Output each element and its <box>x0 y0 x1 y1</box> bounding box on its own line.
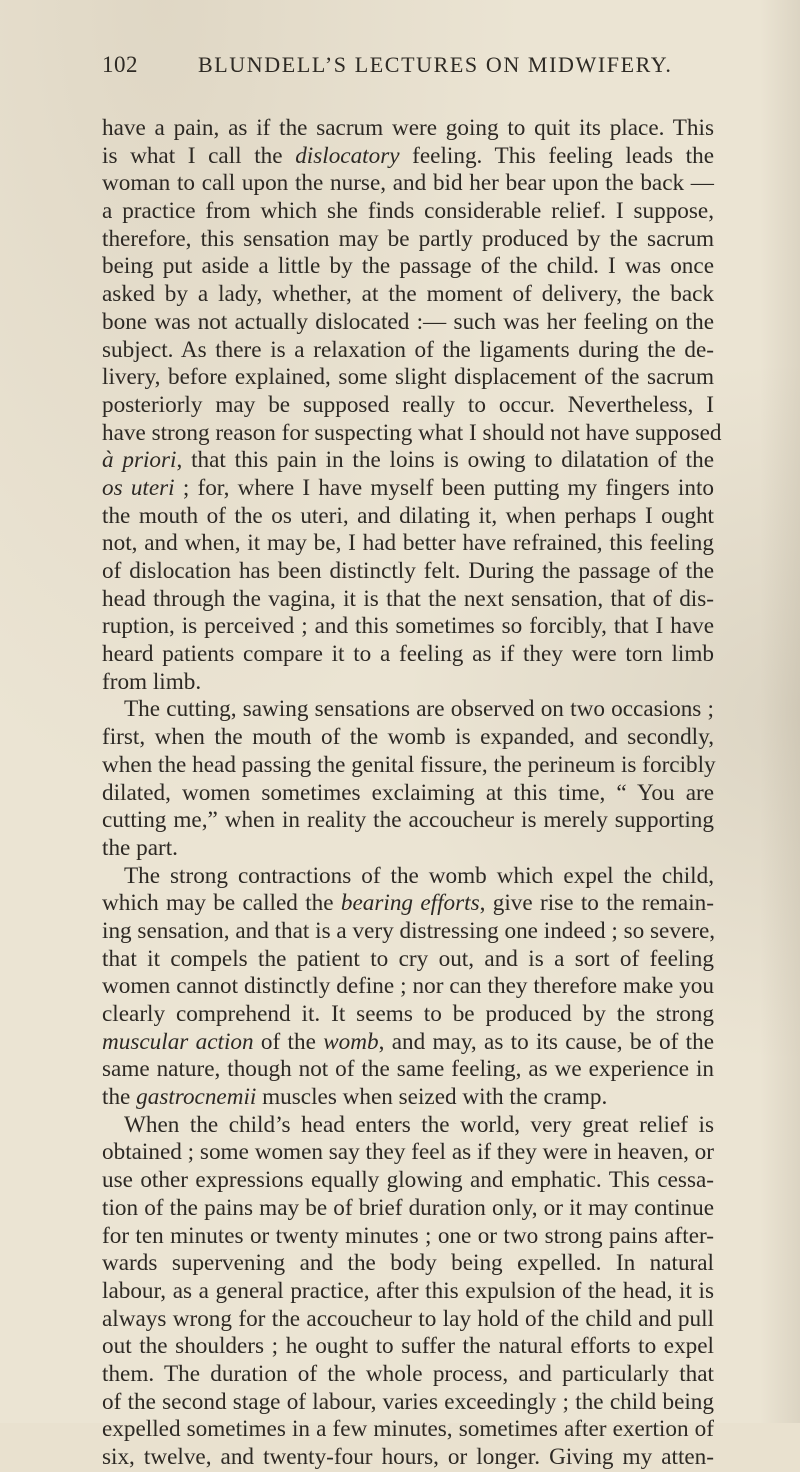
text-line: dilated, women sometimes exclaiming at this time, “ You are <box>102 779 714 806</box>
text-line: six, twelve, and twenty-four hours, or longer. Giving my atten- <box>102 1444 714 1470</box>
page-edge-shadow <box>760 0 800 1423</box>
text-line: posteriorly may be supposed really to occur. Nevertheless, I <box>102 391 714 418</box>
text-line: therefore, this sensation may be partly produced by the sacrum <box>102 225 714 252</box>
text-line: not, and when, it may be, I had better have refrained, this feeling <box>102 530 714 557</box>
text-line: When the child’s head enters the world, very great relief is <box>124 1111 714 1138</box>
text-line: wards supervening and the body being expelled. In natural <box>102 1250 714 1277</box>
text-line: the mouth of the os uteri, and dilating it, when perhaps I ought <box>102 502 714 529</box>
text-line: use other expressions equally glowing and emphatic. This cessa- <box>102 1167 714 1194</box>
text-line: have a pain, as if the sacrum were going to quit its place. This <box>102 115 714 141</box>
text-line: a practice from which she finds considerable relief. I suppose, <box>102 198 714 225</box>
text-line: à priori, that this pain in the loins is owing to dilatation of the <box>102 447 714 474</box>
text-line: of dislocation has been distinctly felt. During the passage of the <box>102 558 714 584</box>
text-line: labour, as a general practice, after this expulsion of the head, it is <box>102 1277 714 1304</box>
text-line: them. The duration of the whole process, and particularly that <box>102 1360 714 1387</box>
text-line: from limb. <box>102 668 202 695</box>
text-line: first, when the mouth of the womb is expanded, and secondly, <box>102 724 714 751</box>
text-line: same nature, though not of the same feeling, as we experience in <box>102 1056 714 1083</box>
page-header <box>102 52 742 86</box>
text-line: of the second stage of labour, varies exceedingly ; the child being <box>102 1388 714 1415</box>
text-line: clearly comprehend it. It seems to be produced by the strong <box>102 1001 714 1027</box>
text-line: cutting me,” when in reality the accoucheur is merely supporting <box>102 807 714 834</box>
text-line: The cutting, sawing sensations are observed on two occasions ; <box>124 696 714 723</box>
text-line: os uteri ; for, where I have myself been putting my fingers into <box>102 474 715 501</box>
text-line: when the head passing the genital fissure, the perineum is forcibly <box>102 751 716 778</box>
page-number: 102 <box>102 52 138 77</box>
text-line: being put aside a little by the passage of the child. I was once <box>102 253 714 280</box>
text-line: ing sensation, and that is a very distressing one indeed ; so severe, <box>102 917 716 944</box>
text-line: which may be called the bearing efforts, give rise to the remain- <box>102 890 714 917</box>
text-line: out the shoulders ; he ought to suffer the natural efforts to expel <box>102 1333 714 1360</box>
text-line: woman to call upon the nurse, and bid her bear upon the back — <box>102 170 714 197</box>
text-line: bone was not actually dislocated :— such was her feeling on the <box>102 308 714 335</box>
text-line: that it compels the patient to cry out, and is a sort of feeling <box>102 945 714 972</box>
text-line: the part. <box>102 834 178 861</box>
text-line: have strong reason for suspecting what I should not have supposed <box>102 419 722 446</box>
text-line: asked by a lady, whether, at the moment of delivery, the back <box>102 281 714 308</box>
text-line: expelled sometimes in a few minutes, sometimes after exertion of <box>102 1416 714 1443</box>
text-line: obtained ; some women say they feel as if they were in heaven, or <box>102 1139 714 1166</box>
text-line: always wrong for the accoucheur to lay hold of the child and pull <box>102 1305 714 1332</box>
text-line: women cannot distinctly define ; nor can they therefore make you <box>102 973 714 1000</box>
text-line: the gastrocnemii muscles when seized with the cramp. <box>102 1084 608 1111</box>
text-line: is what I call the dislocatory feeling. This feeling leads the <box>102 142 715 169</box>
text-line: livery, before explained, some slight displacement of the sacrum <box>102 364 714 391</box>
text-line: subject. As there is a relaxation of the ligaments during the de- <box>102 336 714 363</box>
text-line: for ten minutes or twenty minutes ; one or two strong pains after- <box>102 1222 714 1249</box>
running-head: BLUNDELL’S LECTURES ON MIDWIFERY. <box>198 52 673 77</box>
body-text <box>102 115 722 1472</box>
text-line: muscular action of the womb, and may, as to its cause, be of the <box>102 1028 714 1055</box>
text-line: head through the vagina, it is that the next sensation, that of dis- <box>102 585 714 612</box>
text-line: ruption, is perceived ; and this sometimes so forcibly, that I have <box>102 613 714 640</box>
text-line: The strong contractions of the womb which expel the child, <box>124 862 714 889</box>
text-line: heard patients compare it to a feeling as if they were torn limb <box>102 641 714 668</box>
text-line: tion of the pains may be of brief duration only, or it may continue <box>102 1194 714 1221</box>
